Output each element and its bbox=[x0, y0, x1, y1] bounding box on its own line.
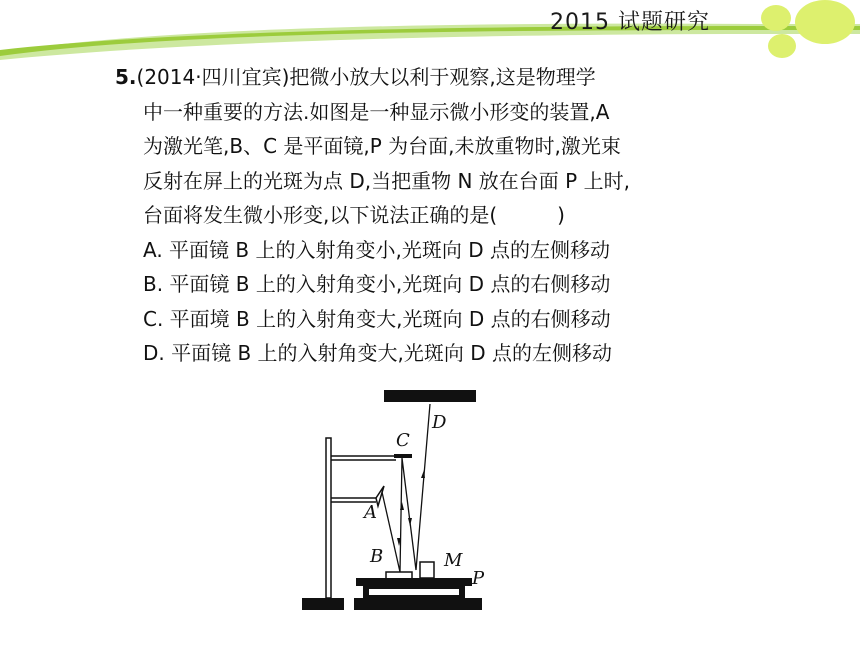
question-line: 反射在屏上的光斑为点 D,当把重物 N 放在台面 P 上时, bbox=[143, 168, 630, 193]
question-line: 为激光笔,B、C 是平面镜,P 为台面,未放重物时,激光束 bbox=[143, 134, 621, 158]
option-c[interactable]: C. 平面境 B 上的入射角变大,光斑向 D 点的右侧移动 bbox=[143, 306, 611, 331]
header-title: 2015 试题研究 bbox=[550, 10, 710, 35]
option-b[interactable]: B. 平面镜 B 上的入射角变小,光斑向 D 点的右侧移动 bbox=[143, 272, 611, 296]
label-m: M bbox=[444, 550, 463, 571]
question-text: (2014·四川宜宾)把微小放大以利于观察,这是物理学 bbox=[136, 65, 596, 89]
question-line: 台面将发生微小形变,以下说法正确的是( ) bbox=[143, 203, 565, 227]
table-body bbox=[366, 586, 462, 598]
screen bbox=[384, 390, 476, 402]
option-a[interactable]: A. 平面镜 B 上的入射角变小,光斑向 D 点的左侧移动 bbox=[143, 237, 610, 262]
weight-m bbox=[420, 562, 434, 578]
label-d: D bbox=[432, 412, 447, 433]
question-block bbox=[115, 60, 735, 371]
table-base bbox=[354, 598, 482, 610]
stand-base bbox=[302, 598, 344, 610]
label-a: A bbox=[364, 502, 377, 523]
label-p: P bbox=[472, 568, 485, 589]
mirror-c bbox=[394, 454, 412, 458]
option-d[interactable]: D. 平面镜 B 上的入射角变大,光斑向 D 点的左侧移动 bbox=[143, 341, 613, 365]
label-c: C bbox=[396, 430, 410, 451]
apparatus-diagram bbox=[296, 380, 496, 620]
ray-arrow bbox=[408, 518, 412, 526]
question-line: 中一种重要的方法.如图是一种显示微小形变的装置,A bbox=[143, 99, 610, 124]
banner-graphic bbox=[0, 0, 860, 60]
header-banner bbox=[0, 0, 860, 60]
question-line bbox=[115, 60, 735, 95]
question-number: 5. bbox=[115, 65, 137, 89]
label-b: B bbox=[370, 546, 384, 567]
stand-pole bbox=[326, 438, 331, 598]
